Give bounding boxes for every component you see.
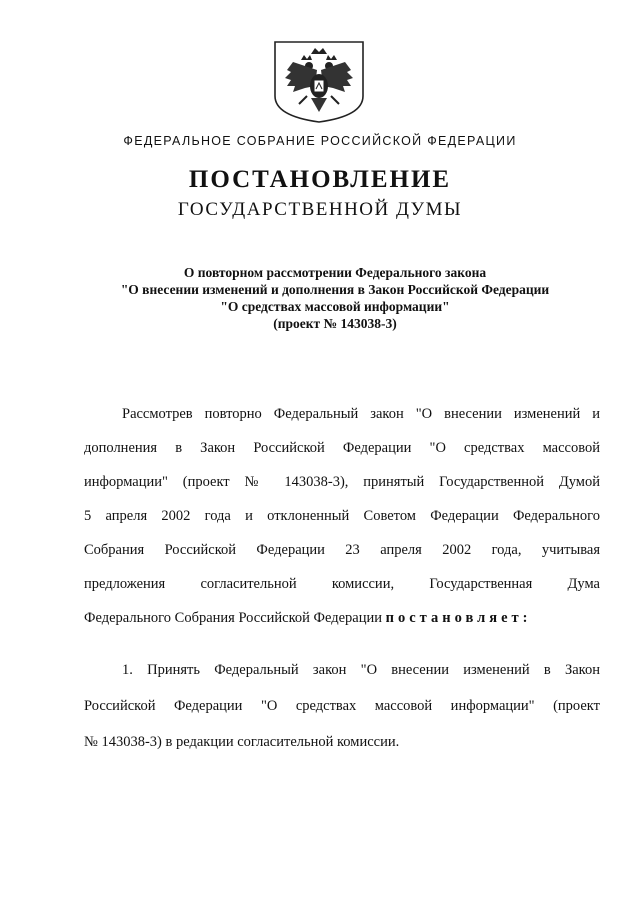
paragraph-line: 1. Принять Федеральный закон "О внесении изменений в Закон xyxy=(122,662,600,678)
document-title: ПОСТАНОВЛЕНИЕ xyxy=(188,166,452,193)
paragraph-line: предложения согласительной комиссии, Государственная Дума xyxy=(84,576,600,592)
paragraph-line: Российской Федерации "О средствах массовой информации" (проект xyxy=(84,698,600,714)
paragraph-line: информации" (проект № 143038-3), принятый Государственной Думой xyxy=(84,474,600,490)
heading-line: "О внесении изменений и дополнения в Закон Российской Федерации xyxy=(120,282,550,297)
heading-line: О повторном рассмотрении Федерального закона xyxy=(183,265,487,280)
heading-line: (проект № 143038-3) xyxy=(273,316,397,331)
resolution-heading xyxy=(60,264,610,332)
paragraph-line: Собрания Российской Федерации 23 апреля 2002 года, учитывая xyxy=(84,542,600,558)
paragraph-line xyxy=(84,610,600,628)
resolves-keyword: постановляет: xyxy=(385,610,532,626)
russian-coat-of-arms-icon xyxy=(271,40,367,124)
paragraph-line: Рассмотрев повторно Федеральный закон "О внесении изменений и xyxy=(122,406,600,422)
document-subtitle: ГОСУДАРСТВЕННОЙ ДУМЫ xyxy=(177,199,463,220)
organization-name: ФЕДЕРАЛЬНОЕ СОБРАНИЕ РОССИЙСКОЙ ФЕДЕРАЦИИ xyxy=(123,134,517,148)
paragraph-line: дополнения в Закон Российской Федерации "О средствах массовой xyxy=(84,440,600,456)
heading-line: "О средствах массовой информации" xyxy=(220,299,450,314)
paragraph-line: № 143038-3) в редакции согласительной комиссии. xyxy=(84,734,400,750)
paragraph-text: Федерального Собрания Российской Федерации xyxy=(84,610,383,626)
paragraph-line: 5 апреля 2002 года и отклоненный Советом Федерации Федерального xyxy=(84,508,600,524)
